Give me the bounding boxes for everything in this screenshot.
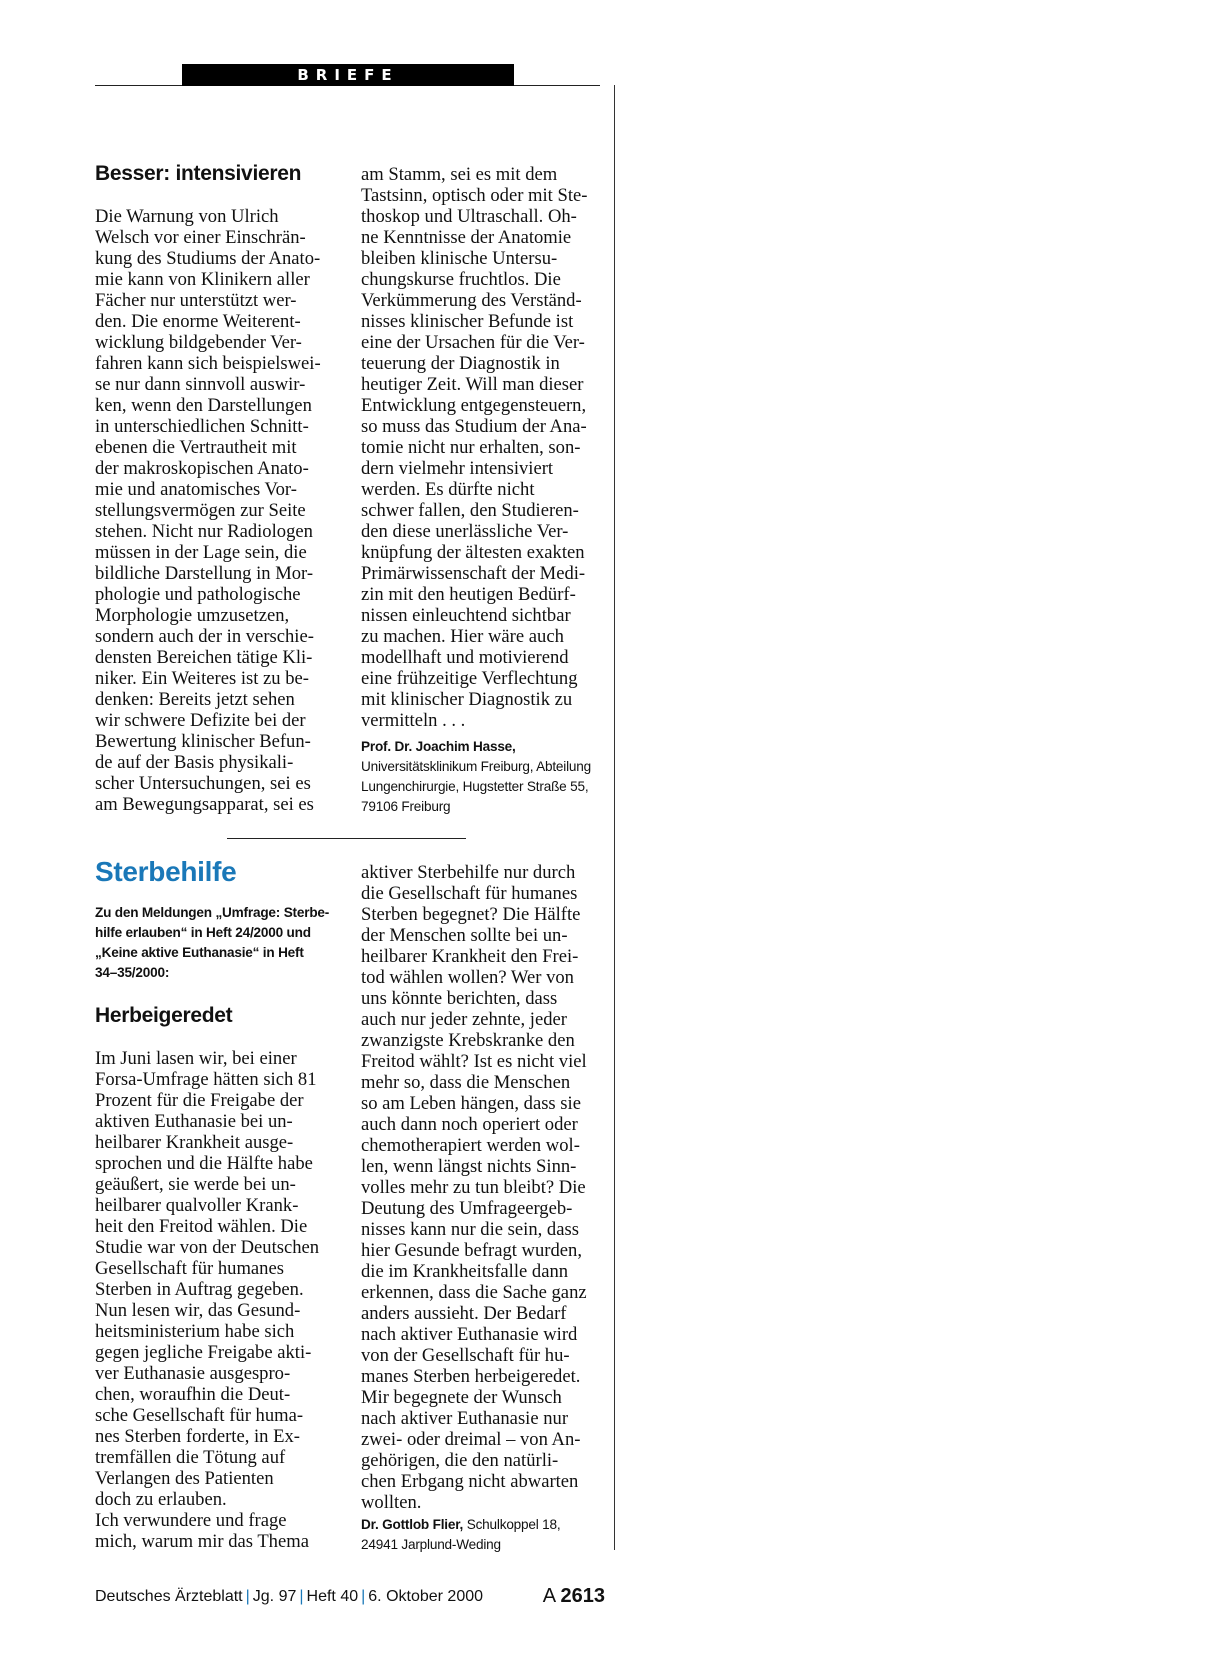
- text-line: volles mehr zu tun bleibt? Die: [361, 1177, 586, 1198]
- text-line: mie kann von Klinikern aller: [95, 269, 310, 290]
- text-line: mehr so, dass die Menschen: [361, 1072, 571, 1093]
- text-line: zu machen. Hier wäre auch: [361, 626, 564, 647]
- text-line: schwer fallen, den Studieren-: [361, 500, 579, 521]
- text-line: werden. Es dürfte nicht: [361, 479, 535, 500]
- text-line: chen, woraufhin die Deut-: [95, 1384, 291, 1405]
- text-line: am Stamm, sei es mit dem: [361, 164, 558, 185]
- section-tag: BRIEFE: [182, 64, 514, 86]
- page-number-value: 2613: [560, 1585, 605, 1607]
- text-line: len, wenn längst nichts Sinn-: [361, 1156, 577, 1177]
- text-line: nes Sterben forderte, in Ex-: [95, 1426, 300, 1447]
- text-line: wollten.: [361, 1492, 422, 1513]
- text-line: 79106 Freiburg: [361, 799, 451, 814]
- text-line: von der Gesellschaft für hu-: [361, 1345, 570, 1366]
- text-line: 34–35/2000:: [95, 965, 170, 980]
- text-line: Tastsinn, optisch oder mit Ste-: [361, 185, 588, 206]
- letter1-column-2: [361, 164, 606, 731]
- footer-divider: |: [299, 1588, 304, 1605]
- text-line: heilbarer Krankheit den Frei-: [361, 946, 579, 967]
- text-line: bildliche Darstellung in Mor-: [95, 563, 314, 584]
- text-line: Morphologie umzusetzen,: [95, 605, 290, 626]
- text-line: wir schwere Defizite bei der: [95, 710, 306, 731]
- text-line: Zu den Meldungen „Umfrage: Sterbe-: [95, 905, 330, 920]
- text-line: mit klinischer Diagnostik zu: [361, 689, 573, 710]
- text-line: tomie nicht nur erhalten, son-: [361, 437, 581, 458]
- text-line: tod wählen wollen? Wer von: [361, 967, 574, 988]
- text-line: erkennen, dass die Sache ganz: [361, 1282, 587, 1303]
- text-line: so muss das Studium der Ana-: [361, 416, 587, 437]
- letter1-column-1: [95, 206, 340, 815]
- page-footer: [95, 1585, 605, 1612]
- text-line: 24941 Jarplund-Weding: [361, 1537, 501, 1552]
- text-line: zwanzigste Krebskranke den: [361, 1030, 575, 1051]
- text-line: sondern auch der in verschie-: [95, 626, 314, 647]
- text-line: der Menschen sollte bei un-: [361, 925, 568, 946]
- letter2-signature-street: Schulkoppel 18,: [466, 1517, 561, 1532]
- text-line: ne Kenntnisse der Anatomie: [361, 227, 572, 248]
- text-line: nach aktiver Euthanasie wird: [361, 1324, 578, 1345]
- text-line: ken, wenn den Darstellungen: [95, 395, 312, 416]
- text-line: Deutung des Umfrageergeb-: [361, 1198, 573, 1219]
- text-line: Nun lesen wir, das Gesund-: [95, 1300, 301, 1321]
- page-number: [543, 1585, 605, 1608]
- text-line: densten Bereichen tätige Kli-: [95, 647, 313, 668]
- letter2-column-2: [361, 862, 606, 1513]
- text-line: eine frühzeitige Verflechtung: [361, 668, 578, 689]
- letter2-signature: [361, 1515, 621, 1555]
- text-line: denken: Bereits jetzt sehen: [95, 689, 295, 710]
- text-line: modellhaft und motivierend: [361, 647, 569, 668]
- text-line: knüpfung der ältesten exakten: [361, 542, 585, 563]
- text-line: Verlangen des Patienten: [95, 1468, 274, 1489]
- text-line: hier Gesunde befragt wurden,: [361, 1240, 582, 1261]
- text-line: kung des Studiums der Anato-: [95, 248, 321, 269]
- text-line: nach aktiver Euthanasie nur: [361, 1408, 569, 1429]
- text-line: heitsministerium habe sich: [95, 1321, 295, 1342]
- text-line: Verkümmerung des Verständ-: [361, 290, 582, 311]
- letter1-heading: Besser: intensivieren: [95, 162, 302, 185]
- text-line: sche Gesellschaft für huma-: [95, 1405, 304, 1426]
- text-line: in unterschiedlichen Schnitt-: [95, 416, 309, 437]
- text-line: aktiver Sterbehilfe nur durch: [361, 862, 576, 883]
- text-line: nissen einleuchtend sichtbar: [361, 605, 571, 626]
- text-line: sprochen und die Hälfte habe: [95, 1153, 313, 1174]
- text-line: aktiven Euthanasie bei un-: [95, 1111, 293, 1132]
- letter2-column-1: [95, 1048, 340, 1552]
- text-line: wicklung bildgebender Ver-: [95, 332, 302, 353]
- text-line: Studie war von der Deutschen: [95, 1237, 320, 1258]
- text-line: niker. Ein Weiteres ist zu be-: [95, 668, 309, 689]
- page-prefix: A: [542, 1585, 555, 1607]
- text-line: Im Juni lasen wir, bei einer: [95, 1048, 297, 1069]
- text-line: scher Untersuchungen, sei es: [95, 773, 311, 794]
- text-line: gegen jegliche Freigabe akti-: [95, 1342, 312, 1363]
- text-line: auch nur jeder zehnte, jeder: [361, 1009, 567, 1030]
- text-line: Welsch vor einer Einschrän-: [95, 227, 306, 248]
- text-line: ver Euthanasie ausgespro-: [95, 1363, 291, 1384]
- column-rule: [614, 85, 615, 1550]
- text-line: Ich verwundere und frage: [95, 1510, 287, 1531]
- letter2-signature-address: [361, 1535, 621, 1555]
- text-line: uns könnte berichten, dass: [361, 988, 558, 1009]
- text-line: tremfällen die Tötung auf: [95, 1447, 286, 1468]
- text-line: heutiger Zeit. Will man dieser: [361, 374, 584, 395]
- text-line: mich, warum mir das Thema: [95, 1531, 309, 1552]
- text-line: Universitätsklinikum Freiburg, Abteilung: [361, 759, 591, 774]
- text-line: bleiben klinische Untersu-: [361, 248, 558, 269]
- rubric-title: Sterbehilfe: [95, 856, 237, 887]
- text-line: Primärwissenschaft der Medi-: [361, 563, 586, 584]
- text-line: chen Erbgang nicht abwarten: [361, 1471, 579, 1492]
- text-line: ebenen die Vertrautheit mit: [95, 437, 297, 458]
- text-line: chemotherapiert werden wol-: [361, 1135, 580, 1156]
- text-line: de auf der Basis physikali-: [95, 752, 294, 773]
- text-line: Fächer nur unterstützt wer-: [95, 290, 297, 311]
- text-line: am Bewegungsapparat, sei es: [95, 794, 314, 815]
- text-line: Gesellschaft für humanes: [95, 1258, 284, 1279]
- text-line: geäußert, sie werde bei un-: [95, 1174, 296, 1195]
- text-line: Entwicklung entgegensteuern,: [361, 395, 587, 416]
- text-line: Die Warnung von Ulrich: [95, 206, 279, 227]
- footer-divider: |: [361, 1588, 366, 1605]
- text-line: heilbarer qualvoller Krank-: [95, 1195, 299, 1216]
- text-line: die Gesellschaft für humanes: [361, 883, 578, 904]
- text-line: Prozent für die Freigabe der: [95, 1090, 304, 1111]
- text-line: se nur dann sinnvoll auswir-: [95, 374, 306, 395]
- letter1-signature-name: Prof. Dr. Joachim Hasse,: [361, 739, 516, 754]
- text-line: Bewertung klinischer Befun-: [95, 731, 311, 752]
- text-line: heit den Freitod wählen. Die: [95, 1216, 308, 1237]
- text-line: thoskop und Ultraschall. Oh-: [361, 206, 577, 227]
- footer-volume: Jg. 97: [252, 1588, 297, 1605]
- text-line: dern vielmehr intensiviert: [361, 458, 554, 479]
- text-line: auch dann noch operiert oder: [361, 1114, 578, 1135]
- text-line: eine der Ursachen für die Ver-: [361, 332, 585, 353]
- text-line: teuerung der Diagnostik in: [361, 353, 560, 374]
- footer-divider: |: [245, 1588, 250, 1605]
- text-line: den. Die enorme Weiterent-: [95, 311, 301, 332]
- text-line: zin mit den heutigen Bedürf-: [361, 584, 576, 605]
- text-line: phologie und pathologische: [95, 584, 301, 605]
- letter2-signature-name: Dr. Gottlob Flier,: [361, 1517, 464, 1532]
- text-line: Sterben in Auftrag gegeben.: [95, 1279, 304, 1300]
- text-line: manes Sterben herbeigeredet.: [361, 1366, 581, 1387]
- text-line: gehörigen, die den natürli-: [361, 1450, 559, 1471]
- text-line: doch zu erlauben.: [95, 1489, 227, 1510]
- text-line: Lungenchirurgie, Hugstetter Straße 55,: [361, 779, 589, 794]
- text-line: Forsa-Umfrage hätten sich 81: [95, 1069, 317, 1090]
- reference-note: [95, 903, 345, 983]
- letter1-signature-address: [361, 757, 621, 817]
- footer-issue: Heft 40: [306, 1588, 359, 1605]
- text-line: anders aussieht. Der Bedarf: [361, 1303, 567, 1324]
- text-line: nisses klinischer Befunde ist: [361, 311, 574, 332]
- text-line: Sterben begegnet? Die Hälfte: [361, 904, 581, 925]
- text-line: stellungsvermögen zur Seite: [95, 500, 306, 521]
- text-line: mie und anatomisches Vor-: [95, 479, 297, 500]
- text-line: fahren kann sich beispielswei-: [95, 353, 321, 374]
- footer-journal: Deutsches Ärzteblatt: [95, 1588, 243, 1605]
- text-line: „Keine aktive Euthanasie“ in Heft: [95, 945, 304, 960]
- text-line: nisses kann nur die sein, dass: [361, 1219, 579, 1240]
- footer-date: 6. Oktober 2000: [368, 1588, 484, 1605]
- text-line: heilbarer Krankheit ausge-: [95, 1132, 294, 1153]
- text-line: hilfe erlauben“ in Heft 24/2000 und: [95, 925, 311, 940]
- text-line: chungskurse fruchtlos. Die: [361, 269, 561, 290]
- text-line: müssen in der Lage sein, die: [95, 542, 307, 563]
- letter2-heading: Herbeigeredet: [95, 1004, 233, 1027]
- text-line: vermitteln . . .: [361, 710, 466, 731]
- letter1-signature: [361, 737, 621, 817]
- text-line: den diese unerlässliche Ver-: [361, 521, 569, 542]
- text-line: Freitod wählt? Ist es nicht viel: [361, 1051, 587, 1072]
- text-line: die im Krankheitsfalle dann: [361, 1261, 569, 1282]
- text-line: zwei- oder dreimal – von An-: [361, 1429, 581, 1450]
- text-line: so am Leben hängen, dass sie: [361, 1093, 581, 1114]
- text-line: stehen. Nicht nur Radiologen: [95, 521, 313, 542]
- text-line: der makroskopischen Anato-: [95, 458, 309, 479]
- letter-separator: [227, 838, 466, 839]
- text-line: Mir begegnete der Wunsch: [361, 1387, 562, 1408]
